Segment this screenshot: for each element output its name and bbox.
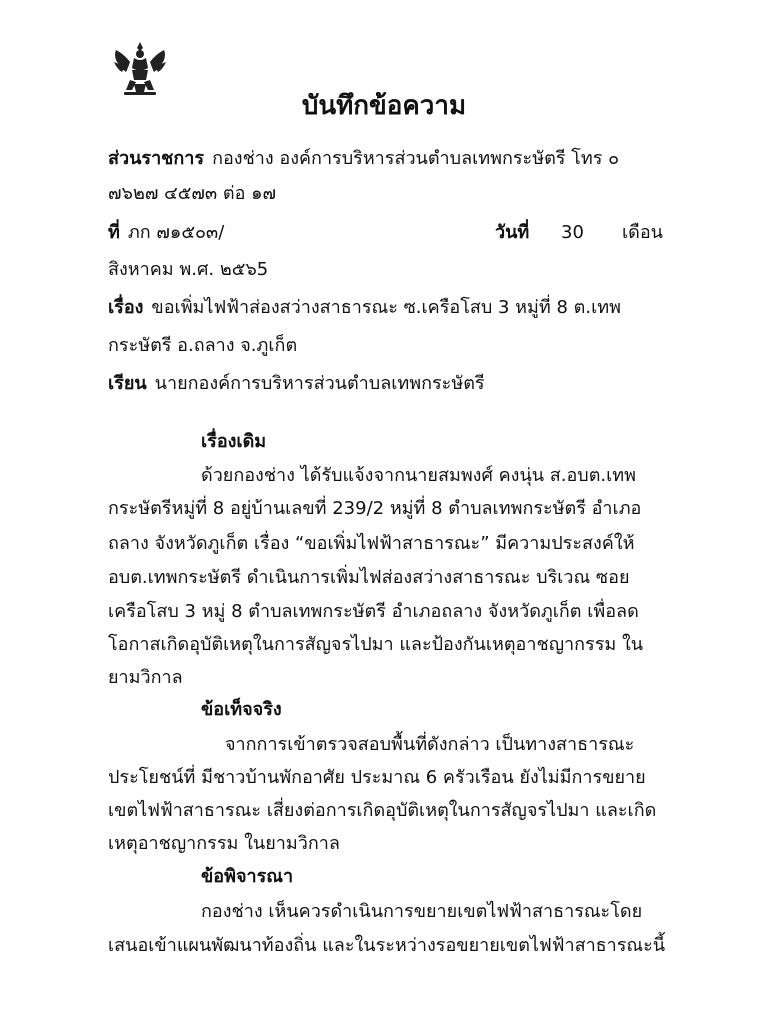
paragraph-line: เขตไฟฟ้าสาธารณะ เสี่ยงต่อการเกิดอุบัติเหตุในการสัญจรไปมา และเกิด	[108, 800, 657, 821]
paragraph-line: ประโยชน์ที่ มีชาวบ้านพักอาศัย ประมาณ 6 ครัวเรือน ยังไม่มีการขยาย	[108, 767, 646, 788]
paragraph-line: ด้วยกองช่าง ได้รับแจ้งจากนายสมพงศ์ คงนุ่น ส.อบต.เทพ	[201, 465, 637, 486]
paragraph-line: ถลาง จังหวัดภูเก็ต เรื่อง “ขอเพิ่มไฟฟ้าสาธารณะ” มีความประสงค์ให้	[108, 533, 635, 554]
paragraph-line: โอกาสเกิดอุบัติเหตุในการสัญจรไปมา และป้องกันเหตุอาชญากรรม ใน	[108, 634, 644, 655]
agency-phone-line: ๗๖๒๗ ๔๕๗๓ ต่อ ๑๗	[108, 183, 277, 204]
subject-label: เรื่อง	[108, 297, 144, 318]
subject-line-2: กระษัตรี อ.ถลาง จ.ภูเก็ต	[108, 335, 298, 356]
to-label: เรียน	[108, 373, 147, 394]
to-value: นายกองค์การบริหารส่วนตำบลเทพกระษัตรี	[154, 373, 485, 394]
subject-line	[108, 294, 621, 322]
date-month-year: สิงหาคม พ.ศ. ๒๕๖5	[108, 259, 269, 280]
ref-line	[108, 219, 224, 247]
paragraph-line: เหตุอาชญากรรม ในยามวิกาล	[108, 833, 340, 854]
paragraph-line: เสนอเข้าแผนพัฒนาท้องถิ่น และในระหว่างรอขยายเขตไฟฟ้าสาธารณะนี้	[108, 935, 666, 956]
ref-label: ที่	[108, 222, 120, 243]
paragraph-line: เครือโสบ 3 หมู่ 8 ตำบลเทพกระษัตรี อำเภอถลาง จังหวัดภูเก็ต เพื่อลด	[108, 601, 639, 622]
date-month-label: เดือน	[622, 222, 663, 243]
agency-value: กองช่าง องค์การบริหารส่วนตำบลเทพกระษัตรี โทร ๐	[212, 148, 620, 169]
ref-value: ภก ๗๑๕๐๓/	[127, 222, 225, 243]
paragraph-line: กระษัตรีหมู่ที่ 8 อยู่บ้านเลขที่ 239/2 หมู่ที่ 8 ตำบลเทพกระษัตรี อำเภอ	[108, 498, 642, 519]
date-label: วันที่	[495, 222, 530, 243]
paragraph-line: อบต.เทพกระษัตรี ดำเนินการเพิ่มไฟส่องสว่างสาธารณะ บริเวณ ซอย	[108, 567, 630, 588]
to-line	[108, 370, 485, 398]
paragraph-line: ยามวิกาล	[108, 667, 183, 688]
agency-line	[108, 145, 619, 173]
background-heading: เรื่องเดิม	[201, 431, 267, 452]
facts-heading: ข้อเท็จจริง	[201, 699, 282, 720]
paragraph-line: จากการเข้าตรวจสอบพื้นที่ดังกล่าว เป็นทางสาธารณะ	[225, 734, 635, 755]
consider-heading: ข้อพิจารณา	[201, 866, 294, 887]
agency-label: ส่วนราชการ	[108, 148, 205, 169]
paragraph-line: กองช่าง เห็นควรดำเนินการขยายเขตไฟฟ้าสาธารณะโดย	[201, 901, 643, 922]
memo-title: บันทึกข้อความ	[301, 91, 467, 121]
subject-value: ขอเพิ่มไฟฟ้าส่องสว่างสาธารณะ ซ.เครือโสบ 3 หมู่ที่ 8 ต.เทพ	[151, 297, 621, 318]
date-day: 30	[561, 222, 584, 243]
